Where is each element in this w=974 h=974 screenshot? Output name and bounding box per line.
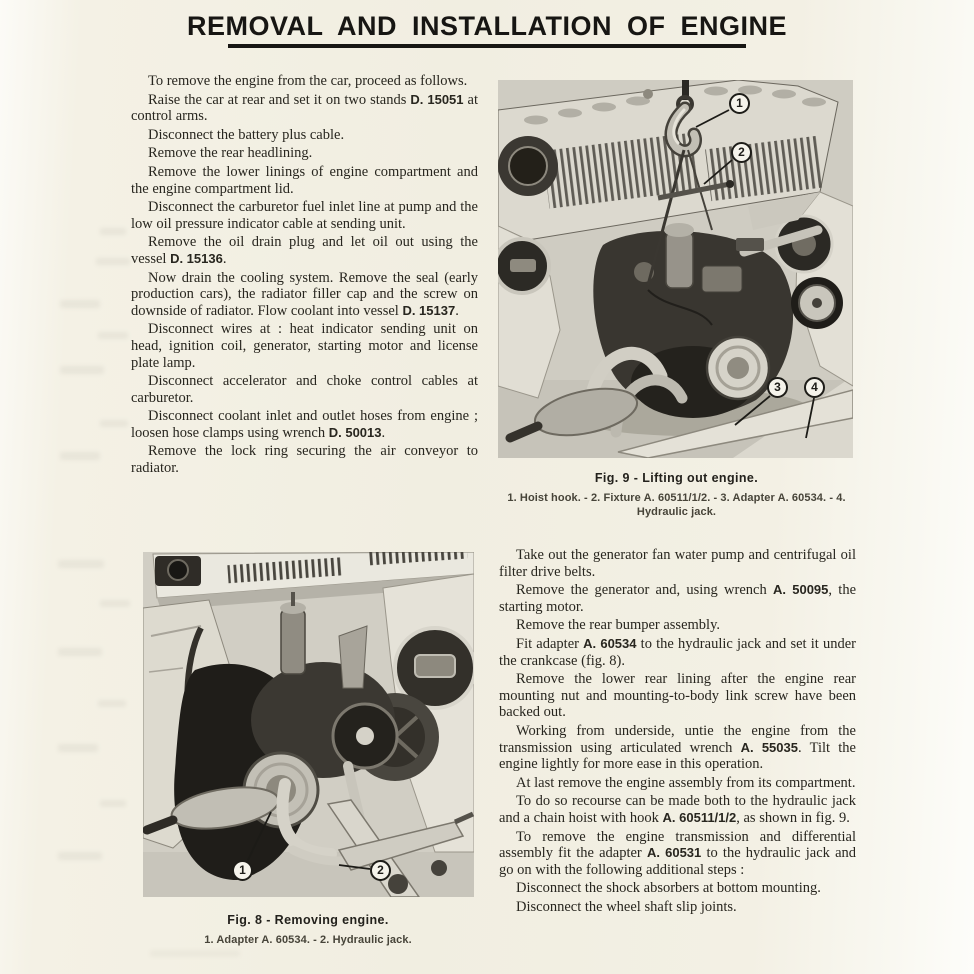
paragraph: Remove the lower linings of engine compartment and the engine compartment lid.	[131, 163, 478, 197]
figure-9-caption: 1. Hoist hook. - 2. Fixture A. 60511/1/2. - 3. Adapter A. 60534. - 4. Hydraulic jack.	[507, 492, 846, 518]
bleed-through-mark	[100, 600, 130, 607]
page-title: REMOVAL AND INSTALLATION OF ENGINE	[187, 11, 787, 41]
figure-8-title: Fig. 8 - Removing engine.	[227, 913, 389, 927]
paragraph: Raise the car at rear and set it on two stands D. 15051 at control arms.	[131, 91, 478, 125]
bleed-through-mark	[98, 700, 126, 707]
bleed-through-mark	[100, 228, 126, 235]
bleed-through-mark	[100, 800, 126, 807]
paragraph: Remove the generator and, using wrench A. 50095, the starting motor.	[499, 582, 857, 615]
bleed-through-mark	[96, 258, 130, 265]
figure-8-caption: 1. Adapter A. 60534. - 2. Hydraulic jack.	[204, 934, 412, 946]
bleed-through-mark	[58, 648, 102, 656]
paragraph: Take out the generator fan water pump and centrifugal oil filter drive belts.	[499, 547, 856, 580]
paragraph: To remove the engine transmission and differential assembly fit the adapter A. 60531 to the hydraulic jack and go on with the following additional steps :	[499, 828, 857, 878]
figure-9-callout-1: 1	[729, 93, 750, 114]
bleed-through-mark	[58, 852, 102, 860]
bleed-through-mark	[100, 420, 128, 427]
paragraph: Remove the rear headlining.	[148, 145, 313, 162]
paragraph: Fit adapter A. 60534 to the hydraulic jack and set it under the crankcase (fig. 8).	[499, 635, 857, 669]
figure-9-photo	[498, 80, 853, 458]
paragraph: Disconnect accelerator and choke control cables at carburetor.	[131, 373, 478, 406]
paragraph: Disconnect the wheel shaft slip joints.	[516, 898, 737, 915]
paragraph: Remove the rear bumper assembly.	[516, 617, 721, 634]
paragraph: Remove the lock ring securing the air conveyor to radiator.	[131, 443, 478, 477]
bleed-through-mark	[60, 366, 104, 374]
bleed-through-mark	[60, 300, 100, 308]
title-underline	[228, 44, 746, 48]
left-column	[131, 73, 478, 479]
paragraph: Remove the oil drain plug and let oil out using the vessel D. 15136.	[131, 234, 478, 267]
paragraph: Working from underside, untie the engine from the transmission using articulated wrench A. 55035. Tilt the engine lightly for more ease in this operation.	[499, 722, 856, 773]
right-column	[499, 547, 856, 917]
figure-8-photo	[143, 552, 474, 897]
figure-8-callout-1: 1	[232, 860, 253, 881]
figure-9-title: Fig. 9 - Lifting out engine.	[594, 471, 759, 485]
paragraph: To remove the engine from the car, proceed as follows.	[148, 73, 468, 89]
paragraph: To do so recourse can be made both to the hydraulic jack and a chain hoist with hook A. 60511/1/2, as shown in fig. 9.	[499, 793, 856, 826]
paragraph: Disconnect the battery plus cable.	[148, 126, 345, 143]
paragraph: At last remove the engine assembly from its compartment.	[516, 774, 856, 791]
paragraph: Disconnect wires at : heat indicator sending unit on head, ignition coil, generator, starting motor and license plate lamp.	[131, 321, 478, 371]
paragraph: Now drain the cooling system. Remove the seal (early production cars), the radiator filler cap and the screw on downside of radiator. Flow coolant into vessel D. 15137.	[131, 269, 478, 319]
bleed-through-mark	[98, 332, 128, 339]
figure-9-callout-3: 3	[767, 377, 788, 398]
paragraph: Disconnect the shock absorbers at bottom mounting.	[516, 880, 821, 897]
figure-8-callout-2: 2	[370, 860, 391, 881]
bleed-through-mark	[58, 744, 98, 752]
paragraph: Remove the lower rear lining after the engine rear mounting nut and mounting-to-body link screw have been backed out.	[499, 671, 856, 721]
figure-9-callout-4: 4	[804, 377, 825, 398]
figure-9-callout-2: 2	[731, 142, 752, 163]
bleed-through-mark	[150, 950, 240, 957]
paragraph: Disconnect the carburetor fuel inlet line at pump and the low oil pressure indicator cable at sending unit.	[131, 199, 478, 232]
paragraph: Disconnect coolant inlet and outlet hoses from engine ; loosen hose clamps using wrench D. 50013.	[131, 408, 478, 441]
bleed-through-mark	[60, 452, 100, 460]
lifting-out-engine-illustration	[498, 80, 853, 458]
removing-engine-illustration	[143, 552, 474, 897]
bleed-through-mark	[58, 560, 104, 568]
